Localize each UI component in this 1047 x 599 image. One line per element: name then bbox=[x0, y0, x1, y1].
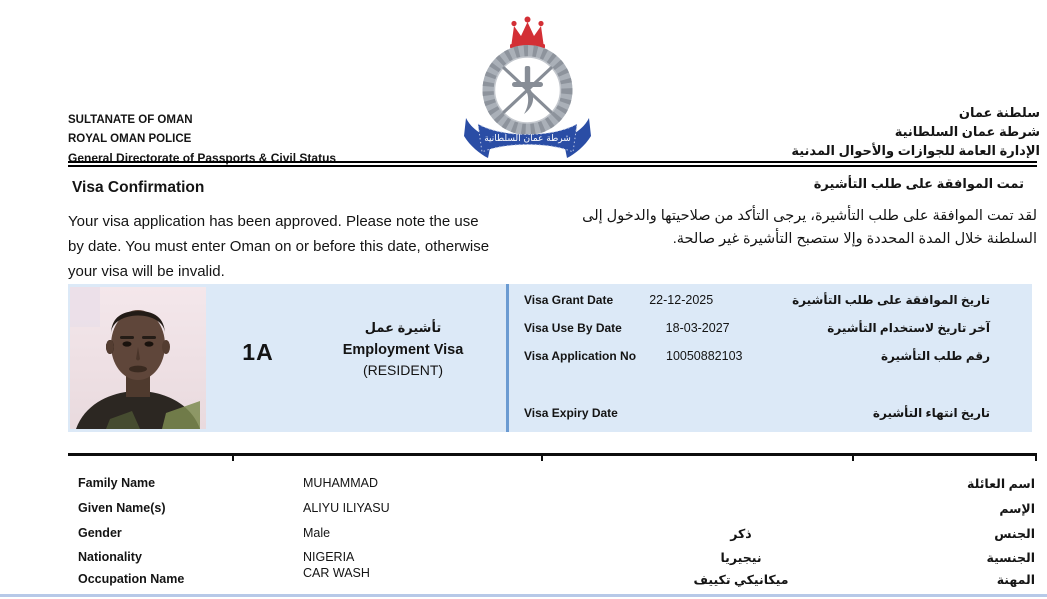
field-value: 22-12-2025 bbox=[649, 293, 714, 307]
row-value-ar: ذكر bbox=[730, 527, 752, 541]
row-label: Family Name bbox=[78, 476, 156, 490]
visa-summary-card bbox=[68, 284, 1032, 432]
row-label-ar: الجنسية bbox=[986, 551, 1035, 565]
org-line-2: ROYAL OMAN POLICE bbox=[68, 133, 192, 145]
row-value: NIGERIA bbox=[303, 550, 355, 564]
applicant-photo bbox=[70, 287, 206, 429]
royal-oman-police-emblem-icon bbox=[460, 12, 595, 160]
table-row-nationality bbox=[68, 550, 1037, 572]
table-column-tick bbox=[232, 453, 234, 461]
visa-type-ar: تأشيرة عمل bbox=[364, 320, 442, 335]
row-value: ALIYU ILIYASU bbox=[303, 501, 390, 515]
field-label-ar: رقم طلب التأشيرة bbox=[880, 349, 990, 363]
field-value: 18-03-2027 bbox=[665, 321, 730, 335]
table-row-given-names bbox=[68, 501, 1037, 523]
header-org-en bbox=[68, 111, 336, 168]
visa-type-subtitle: (RESIDENT) bbox=[362, 362, 444, 378]
row-label-ar: اسم العائلة bbox=[967, 477, 1035, 491]
row-label-ar: المهنة bbox=[996, 573, 1035, 587]
org-ar-line-1: سلطنة عمان bbox=[958, 105, 1040, 120]
row-label: Nationality bbox=[78, 550, 142, 564]
org-ar-line-2: شرطة عمان السلطانية bbox=[894, 124, 1040, 139]
visa-type-en: Employment Visa bbox=[342, 342, 464, 358]
field-label: Visa Expiry Date bbox=[524, 406, 618, 420]
table-top-border bbox=[68, 453, 1037, 456]
row-value: MUHAMMAD bbox=[303, 476, 378, 490]
applicant-details-table bbox=[68, 468, 1037, 599]
visa-confirmation-title: Visa Confirmation bbox=[72, 179, 205, 196]
visa-type-block bbox=[298, 320, 508, 378]
field-label: Visa Grant Date bbox=[524, 293, 614, 307]
field-row-expiry-date bbox=[524, 406, 990, 420]
crown-shape bbox=[510, 17, 545, 49]
field-label-ar: آخر تاريخ لاستخدام التأشيرة bbox=[827, 321, 990, 335]
row-value: CAR WASH bbox=[303, 566, 370, 580]
table-column-tick bbox=[541, 453, 543, 461]
field-row-application-no bbox=[524, 349, 990, 363]
row-label: Occupation Name bbox=[78, 572, 185, 586]
row-label-ar: الإسم bbox=[999, 502, 1035, 516]
row-value-ar: نيجيريا bbox=[720, 551, 762, 565]
field-label-ar: تاريخ الموافقة على طلب التأشيرة bbox=[792, 293, 990, 307]
table-column-tick bbox=[852, 453, 854, 461]
field-label: Visa Application No bbox=[524, 349, 637, 363]
confirmation-body-ar: لقد تمت الموافقة على طلب التأشيرة، يرجى التأكد من صلاحيتها والدخول إلى السلطنة خلال المدة المحددة وإلا ستصبح التأشيرة غير صالحة. bbox=[582, 208, 1037, 247]
field-row-use-by-date bbox=[524, 321, 990, 335]
confirmation-body-en: Your visa application has been approved. Please note the use by date. You must enter Oman on or before this date, otherwise your visa will be invalid. bbox=[68, 213, 490, 280]
visa-class-code: 1A bbox=[242, 339, 274, 365]
org-line-1: SULTANATE OF OMAN bbox=[68, 114, 193, 126]
row-label-ar: الجنس bbox=[994, 527, 1035, 541]
card-vertical-divider bbox=[506, 284, 509, 432]
header-divider-rule bbox=[68, 161, 1037, 167]
field-row-grant-date bbox=[524, 293, 990, 307]
row-value: Male bbox=[303, 526, 331, 540]
banner-text: شرطة عمان السلطانية bbox=[484, 134, 571, 144]
row-value-ar: ميكانيكي تكييف bbox=[693, 573, 789, 587]
visa-confirmation-title-ar: تمت الموافقة على طلب التأشيرة bbox=[813, 176, 1024, 191]
table-row-gender bbox=[68, 526, 1037, 548]
field-label: Visa Use By Date bbox=[524, 321, 622, 335]
table-row-occupation bbox=[68, 566, 1037, 594]
row-label: Gender bbox=[78, 526, 122, 540]
bottom-edge-bar bbox=[0, 594, 1047, 597]
field-label-ar: تاريخ انتهاء التأشيرة bbox=[872, 406, 990, 420]
field-value: 10050882103 bbox=[666, 349, 743, 363]
org-line-3: General Directorate of Passports & Civil Status bbox=[68, 151, 337, 165]
visa-fields bbox=[524, 284, 990, 432]
table-column-tick bbox=[1035, 453, 1037, 461]
table-row-family-name bbox=[68, 476, 1037, 498]
row-label: Given Name(s) bbox=[78, 501, 166, 515]
header-org-ar bbox=[791, 103, 1040, 160]
org-ar-line-3: الإدارة العامة للجوازات والأحوال المدنية bbox=[791, 143, 1040, 158]
